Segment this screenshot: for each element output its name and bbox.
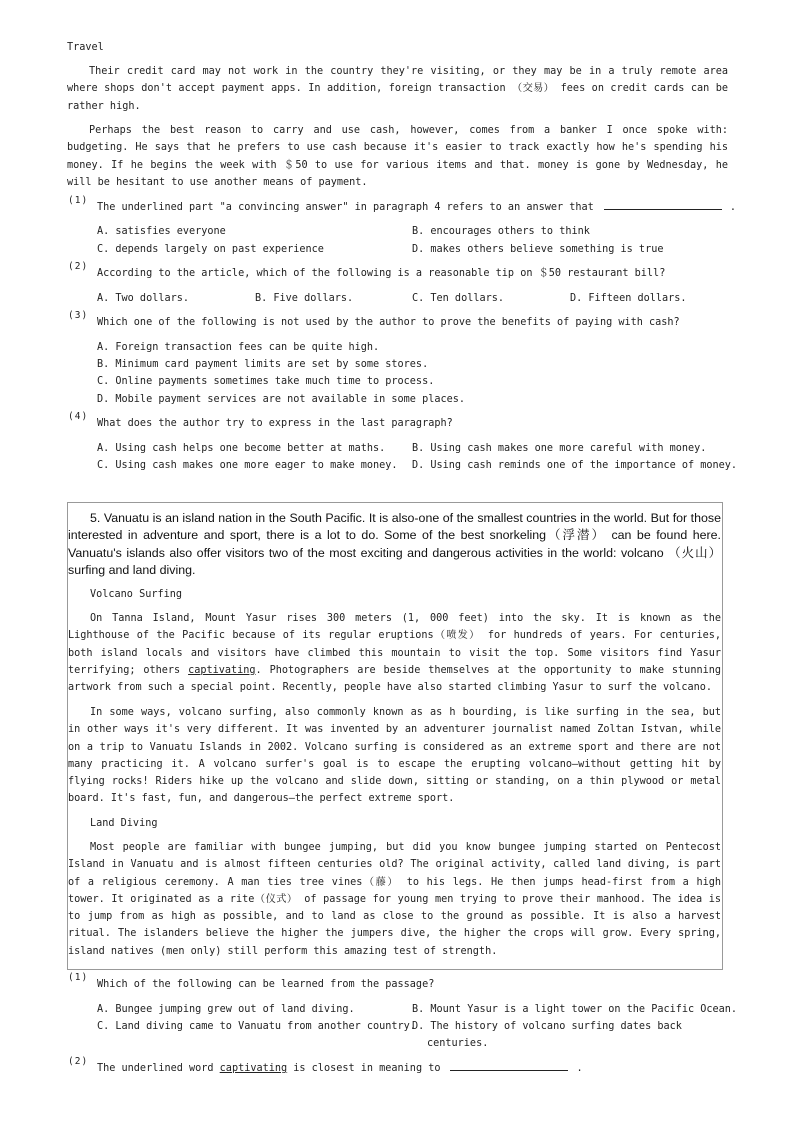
option-d-continued: centuries. bbox=[427, 1038, 489, 1049]
option-c[interactable]: C. Online payments sometimes take much time to process. bbox=[97, 376, 435, 387]
paragraph bbox=[68, 610, 721, 696]
paragraph-text: . Photographers are beside themselves at the opportunity to make stunning artwork from such a special point. Recently, people have also started climbing Yasur to surf the volcano. bbox=[68, 664, 721, 694]
question-stem: The underlined word bbox=[97, 1063, 220, 1074]
paragraph-text: On Tanna Island, Mount Yasur rises 300 meters (1, 000 feet) into the sky. It is known as the Lighthouse of the Pacific because of its regular eruptions（喷发） for hundreds of years. For centuries, both island locals and visitors have climbed this mountain to visit the top. Some visitors find Yasur terrifying; others bbox=[68, 613, 721, 676]
underlined-word: captivating bbox=[188, 664, 256, 676]
question-number: (3) bbox=[68, 310, 89, 321]
section-heading: Travel bbox=[67, 42, 104, 53]
option-b[interactable]: B. Five dollars. bbox=[255, 293, 354, 304]
question-number: (1) bbox=[68, 195, 89, 206]
option-b[interactable]: B. Mount Yasur is a light tower on the Pacific Ocean. bbox=[412, 1004, 738, 1015]
option-c[interactable]: C. Ten dollars. bbox=[412, 293, 505, 304]
option-a[interactable]: A. satisfies everyone bbox=[97, 226, 226, 237]
question-number: (2) bbox=[68, 1056, 89, 1067]
paragraph: Most people are familiar with bungee jumping, but did you know bungee jumping started on Pentecost Island in Vanuatu and is almost fifteen centuries old? The original activity, called land diving, is part of a religious ceremony. A man ties tree vines（藤） to his legs. He then jumps head-first from a high tower. It originated as a rite（仪式） of passage for young men trying to prove their manhood. The idea is to jump from as high as possible, and to land as close to the ground as possible. It is also a harvest ritual. The islanders believe the higher the jumpers dive, the higher the crops will grow. Every spring, island natives (men only) still perform this amazing test of strength. bbox=[68, 842, 721, 957]
question-number: (2) bbox=[68, 261, 89, 272]
answer-blank[interactable] bbox=[450, 1060, 568, 1071]
paragraph: Perhaps the best reason to carry and use cash, however, comes from a banker I once spoke with: budgeting. He says that he prefers to use cash because it's easier to track exactly how he's spending his money. If he begins the week with ＄50 to use for various items and that. money is gone by Wednesday, he will be hesitant to use another means of payment. bbox=[67, 125, 728, 188]
subheading-land-diving: Land Diving bbox=[90, 818, 158, 829]
question-tail: . bbox=[576, 1063, 583, 1074]
option-d[interactable]: D. Fifteen dollars. bbox=[570, 293, 687, 304]
subheading-volcano-surfing: Volcano Surfing bbox=[90, 589, 183, 600]
question-text: What does the author try to express in the last paragraph? bbox=[97, 418, 453, 429]
passage-intro: 5. Vanuatu is an island nation in the South Pacific. It is also-one of the smallest countries in the world. But for those interested in adventure and sport, there is a lot to do. Some of the best snorkeling（浮潜） can be found here. Vanuatu's islands also offer visitors two of the most exciting and dangerous activities in the world: volcano （火山） surfing and land diving. bbox=[68, 511, 721, 578]
option-d[interactable]: D. Using cash reminds one of the importance of money. bbox=[412, 460, 738, 471]
question-number: (1) bbox=[68, 972, 89, 983]
option-a[interactable]: A. Foreign transaction fees can be quite high. bbox=[97, 342, 380, 353]
question-text bbox=[97, 199, 736, 216]
underlined-word: captivating bbox=[219, 1063, 288, 1074]
option-d[interactable]: D. makes others believe something is true bbox=[412, 244, 664, 255]
option-a[interactable]: A. Bungee jumping grew out of land diving. bbox=[97, 1004, 355, 1015]
option-c[interactable]: C. Land diving came to Vanuatu from another country. bbox=[97, 1021, 416, 1032]
question-text bbox=[97, 1060, 583, 1077]
option-b[interactable]: B. Minimum card payment limits are set by some stores. bbox=[97, 359, 429, 370]
paragraph: In some ways, volcano surfing, also commonly known as as h bourding, is like surfing in the sea, but in other ways it's very different. It was invented by an adventurer journalist named Zoltan Istvan, while on a trip to Vanuatu Islands in 2002. Volcano surfing is considered as an extreme sport and there are not many practicing it. A volcano surfer's goal is to escape the erupting volcano—without getting hit by flying rocks! Riders hike up the volcano and slide down, sitting or standing, on a thin plywood or metal board. It's fast, fun, and dangerous—the perfect extreme sport. bbox=[68, 707, 721, 805]
answer-blank[interactable] bbox=[604, 199, 722, 210]
question-stem: is closest in meaning to bbox=[287, 1063, 441, 1074]
option-a[interactable]: A. Two dollars. bbox=[97, 293, 190, 304]
option-d[interactable]: D. The history of volcano surfing dates back bbox=[412, 1021, 682, 1032]
paragraph: Their credit card may not work in the country they're visiting, or they may be in a truly remote area where shops don't accept payment apps. In addition, foreign transaction （交易） fees on credit cards can be rather high. bbox=[67, 66, 728, 112]
option-c[interactable]: C. depends largely on past experience bbox=[97, 244, 324, 255]
option-a[interactable]: A. Using cash helps one become better at maths. bbox=[97, 443, 386, 454]
option-d[interactable]: D. Mobile payment services are not available in some places. bbox=[97, 394, 466, 405]
question-number: (4) bbox=[68, 411, 89, 422]
question-tail: . bbox=[729, 202, 736, 213]
question-stem: The underlined part "a convincing answer" in paragraph 4 refers to an answer that bbox=[97, 202, 594, 213]
question-text: Which of the following can be learned from the passage? bbox=[97, 979, 435, 990]
option-c[interactable]: C. Using cash makes one more eager to make money. bbox=[97, 460, 398, 471]
question-text: According to the article, which of the following is a reasonable tip on ＄50 restaurant bill? bbox=[97, 268, 666, 279]
option-b[interactable]: B. encourages others to think bbox=[412, 226, 590, 237]
question-text: Which one of the following is not used by the author to prove the benefits of paying with cash? bbox=[97, 317, 680, 328]
option-b[interactable]: B. Using cash makes one more careful with money. bbox=[412, 443, 707, 454]
